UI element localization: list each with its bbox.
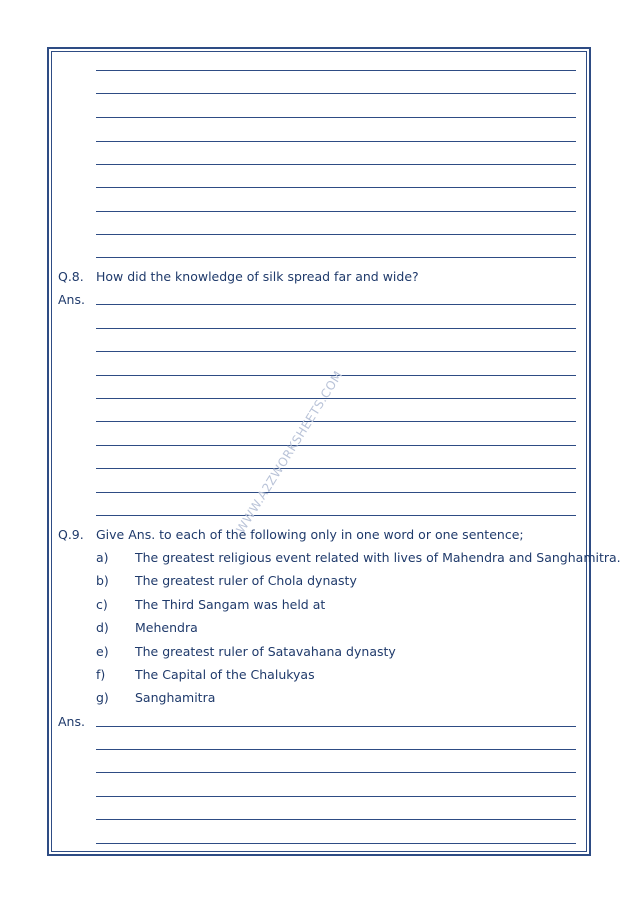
answer-line[interactable]: [96, 796, 576, 797]
item-label: g): [96, 690, 109, 705]
answer-line[interactable]: [96, 515, 576, 516]
question-text: Give Ans. to each of the following only in one word or one sentence;: [96, 527, 524, 542]
watermark: WWW.A2ZWORKSHEETS.COM: [233, 368, 346, 536]
answer-line[interactable]: [96, 304, 576, 305]
answer-line[interactable]: [96, 445, 576, 446]
item-label: d): [96, 620, 109, 635]
answer-line[interactable]: [96, 187, 576, 188]
question-text: How did the knowledge of silk spread far and wide?: [96, 269, 419, 284]
answer-line[interactable]: [96, 843, 576, 844]
answer-line[interactable]: [96, 398, 576, 399]
answer-line[interactable]: [96, 819, 576, 820]
answer-line[interactable]: [96, 328, 576, 329]
answer-label: Ans.: [58, 292, 85, 307]
item-text: Sanghamitra: [135, 690, 216, 705]
answer-label: Ans.: [58, 714, 85, 729]
answer-line[interactable]: [96, 93, 576, 94]
answer-line[interactable]: [96, 117, 576, 118]
item-text: Mehendra: [135, 620, 198, 635]
answer-line[interactable]: [96, 211, 576, 212]
answer-line[interactable]: [96, 772, 576, 773]
item-label: b): [96, 573, 109, 588]
question-number: Q.8.: [58, 269, 84, 284]
item-label: a): [96, 550, 109, 565]
answer-line[interactable]: [96, 70, 576, 71]
item-text: The greatest ruler of Chola dynasty: [135, 573, 357, 588]
answer-line[interactable]: [96, 749, 576, 750]
answer-line[interactable]: [96, 164, 576, 165]
answer-line[interactable]: [96, 726, 576, 727]
answer-line[interactable]: [96, 141, 576, 142]
item-text: The Third Sangam was held at: [135, 597, 326, 612]
item-label: f): [96, 667, 106, 682]
item-label: e): [96, 644, 109, 659]
item-text: The greatest religious event related with lives of Mahendra and Sanghamitra.: [135, 550, 621, 565]
answer-line[interactable]: [96, 234, 576, 235]
page-border-inner: [51, 51, 587, 852]
answer-line[interactable]: [96, 257, 576, 258]
answer-line[interactable]: [96, 492, 576, 493]
answer-line[interactable]: [96, 351, 576, 352]
answer-line[interactable]: [96, 421, 576, 422]
item-label: c): [96, 597, 108, 612]
item-text: The greatest ruler of Satavahana dynasty: [135, 644, 396, 659]
item-text: The Capital of the Chalukyas: [135, 667, 315, 682]
answer-line[interactable]: [96, 468, 576, 469]
question-number: Q.9.: [58, 527, 84, 542]
